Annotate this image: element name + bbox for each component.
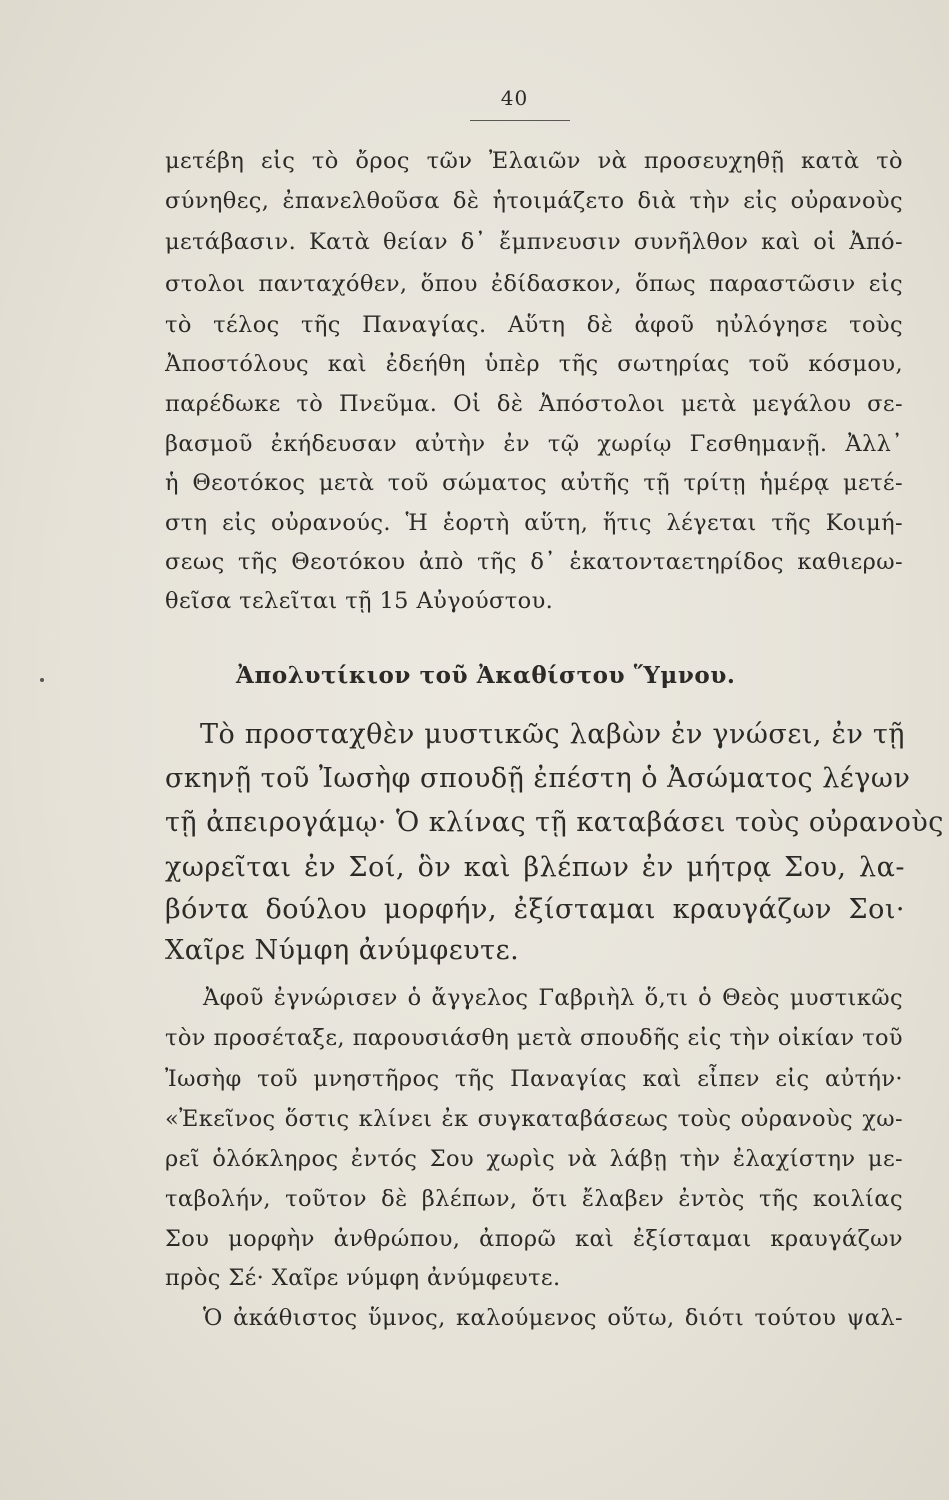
text-line: τὸ τέλος τῆς Παναγίας. Αὕτη δὲ ἀφοῦ ηὐλόγησε τοὺς [165,312,903,338]
text-line: Ἰωσὴφ τοῦ μνηστῆρος τῆς Παναγίας καὶ εἶπεν εἰς αὐτήν· [165,1066,903,1092]
text-line: ταβολήν, τοῦτον δὲ βλέπων, ὅτι ἔλαβεν ἐντὸς τῆς κοιλίας [165,1186,903,1212]
hymn-line: χωρεῖται ἐν Σοί, ὃν καὶ βλέπων ἐν μήτρᾳ Σου, λα- [165,852,905,883]
text-line: ἡ Θεοτόκος μετὰ τοῦ σώματος αὐτῆς τῇ τρίτῃ ἡμέρᾳ μετέ- [165,470,903,496]
text-line: «Ἐκεῖνος ὅστις κλίνει ἐκ συγκαταβάσεως τοὺς οὐρανοὺς χω- [165,1106,903,1132]
hymn-line: Τὸ προσταχθὲν μυστικῶς λαβὼν ἐν γνώσει, ἐν τῇ [200,719,905,750]
text-line: μετέβη εἰς τὸ ὄρος τῶν Ἐλαιῶν νὰ προσευχηθῇ κατὰ τὸ [165,148,903,174]
text-line: ρεῖ ὁλόκληρος ἐντός Σου χωρὶς νὰ λάβῃ τὴν ἐλαχίστην με- [165,1146,903,1172]
text-line: πρὸς Σέ· Χαῖρε νύμφη ἀνύμφευτε. [165,1265,561,1291]
ink-speck [40,678,44,682]
text-line: στη εἰς οὐρανούς. Ἡ ἑορτὴ αὕτη, ἥτις λέγεται τῆς Κοιμή- [165,510,903,536]
text-line: στολοι πανταχόθεν, ὅπου ἐδίδασκον, ὅπως παραστῶσιν εἰς [165,271,903,297]
hymn-line: βόντα δούλου μορφήν, ἐξίσταμαι κραυγάζων Σοι· [165,894,905,925]
text-line: τὸν προσέταξε, παρουσιάσθη μετὰ σπουδῆς εἰς τὴν οἰκίαν τοῦ [165,1025,903,1051]
text-line: θεῖσα τελεῖται τῇ 15 Αὐγούστου. [165,588,554,614]
text-line: Ἀποστόλους καὶ ἐδεήθη ὑπὲρ τῆς σωτηρίας τοῦ κόσμου, [165,351,903,377]
text-line: σεως τῆς Θεοτόκου ἀπὸ τῆς δ᾽ ἑκατονταετηρίδος καθιερω- [165,549,903,575]
text-line: Σου μορφὴν ἀνθρώπου, ἀπορῶ καὶ ἐξίσταμαι κραυγάζων [165,1226,903,1252]
section-heading: Ἀπολυτίκιον τοῦ Ἀκαθίστου Ὕμνου. [236,662,736,689]
text-line: παρέδωκε τὸ Πνεῦμα. Οἱ δὲ Ἀπόστολοι μετὰ μεγάλου σε- [165,391,903,417]
header-rule [470,120,570,121]
hymn-line: σκηνῇ τοῦ Ἰωσὴφ σπουδῇ ἐπέστη ὁ Ἀσώματος λέγων [165,763,911,794]
hymn-line: Χαῖρε Νύμφη ἀνύμφευτε. [165,935,520,966]
hymn-line: τῇ ἀπειρογάμῳ· Ὁ κλίνας τῇ καταβάσει τοὺς οὐρανοὺς [165,807,944,838]
text-line: σύνηθες, ἐπανελθοῦσα δὲ ἡτοιμάζετο διὰ τὴν εἰς οὐρανοὺς [165,188,903,214]
text-line: βασμοῦ ἐκήδευσαν αὐτὴν ἐν τῷ χωρίῳ Γεσθημανῇ. Ἀλλ᾽ [165,431,903,457]
text-line: μετάβασιν. Κατὰ θείαν δ᾽ ἔμπνευσιν συνῆλθον καὶ οἱ Ἀπό- [165,229,903,255]
page-number: 40 [500,86,529,110]
text-line: Ὁ ἀκάθιστος ὕμνος, καλούμενος οὕτω, διότι τούτου ψαλ- [203,1305,903,1331]
text-line: Ἀφοῦ ἐγνώρισεν ὁ ἄγγελος Γαβριὴλ ὅ,τι ὁ Θεὸς μυστικῶς [203,985,903,1011]
